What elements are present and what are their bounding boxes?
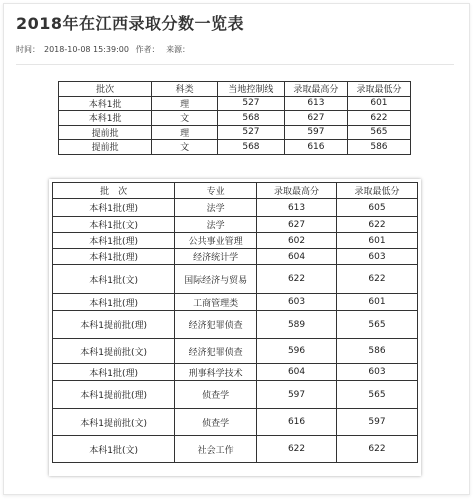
table-row <box>53 311 418 339</box>
table-row <box>53 233 418 249</box>
table-row <box>53 364 418 381</box>
table-cell: 本科1批(文) <box>53 217 175 233</box>
table-cell: 侦查学 <box>175 381 257 409</box>
table-cell: 本科1提前批(理) <box>53 311 175 339</box>
time-label: 时间： <box>16 45 40 54</box>
table-cell: 601 <box>347 96 410 111</box>
table-cell: 经济犯罪侦查 <box>175 311 257 339</box>
table-cell: 565 <box>337 381 418 409</box>
table-cell: 本科1批 <box>59 96 152 111</box>
table-cell: 613 <box>284 96 347 111</box>
table-row <box>59 96 411 111</box>
table-cell: 本科1批(理) <box>53 249 175 265</box>
table-cell: 586 <box>337 339 418 364</box>
table-cell: 597 <box>284 125 347 140</box>
header-cell: 录取最高分 <box>284 82 347 97</box>
table-cell: 经济犯罪侦查 <box>175 339 257 364</box>
table-row <box>53 217 418 233</box>
table-cell: 侦查学 <box>175 409 257 436</box>
table-cell: 法学 <box>175 217 257 233</box>
table-cell: 604 <box>257 364 337 381</box>
table-cell: 本科1批 <box>59 111 152 126</box>
table-cell: 603 <box>257 294 337 311</box>
table-row <box>53 381 418 409</box>
table-cell: 622 <box>337 265 418 294</box>
table-cell: 596 <box>257 339 337 364</box>
table-cell: 604 <box>257 249 337 265</box>
table-cell: 提前批 <box>59 125 152 140</box>
table-cell: 568 <box>217 140 284 155</box>
table-cell: 文 <box>152 111 218 126</box>
table-cell: 622 <box>337 217 418 233</box>
table-cell: 本科1批(理) <box>53 294 175 311</box>
article-meta <box>16 44 194 55</box>
table-cell: 622 <box>347 111 410 126</box>
table-cell: 工商管理类 <box>175 294 257 311</box>
table-cell: 568 <box>217 111 284 126</box>
header-cell: 批 次 <box>53 183 175 199</box>
table-cell: 565 <box>347 125 410 140</box>
table-cell: 本科1批(文) <box>53 436 175 463</box>
table-cell: 602 <box>257 233 337 249</box>
table-row <box>53 294 418 311</box>
table-row <box>59 125 411 140</box>
table-cell: 613 <box>257 199 337 217</box>
table-cell: 公共事业管理 <box>175 233 257 249</box>
table-cell: 提前批 <box>59 140 152 155</box>
table-cell: 597 <box>337 409 418 436</box>
table-cell: 刑事科学技术 <box>175 364 257 381</box>
table-cell: 文 <box>152 140 218 155</box>
author-label: 作者： <box>135 45 160 54</box>
major-score-table <box>52 182 418 463</box>
table-cell: 法学 <box>175 199 257 217</box>
table-cell: 本科1批(理) <box>53 233 175 249</box>
table-cell: 本科1批(文) <box>53 265 175 294</box>
table-cell: 527 <box>217 125 284 140</box>
table-cell: 601 <box>337 233 418 249</box>
table-cell: 本科1提前批(理) <box>53 381 175 409</box>
table-header-row <box>53 183 418 199</box>
table-cell: 603 <box>337 249 418 265</box>
table-cell: 国际经济与贸易 <box>175 265 257 294</box>
table-cell: 本科1提前批(文) <box>53 409 175 436</box>
table-cell: 622 <box>257 436 337 463</box>
table-cell: 597 <box>257 381 337 409</box>
table-cell: 601 <box>337 294 418 311</box>
header-cell: 当地控制线 <box>217 82 284 97</box>
header-cell: 批次 <box>59 82 152 97</box>
table-cell: 理 <box>152 96 218 111</box>
table-row <box>53 436 418 463</box>
table-row <box>59 111 411 126</box>
table-cell: 622 <box>337 436 418 463</box>
table-cell: 586 <box>347 140 410 155</box>
control-line-table <box>58 81 411 155</box>
table-cell: 527 <box>217 96 284 111</box>
table-cell: 616 <box>284 140 347 155</box>
table-cell: 616 <box>257 409 337 436</box>
table-cell: 627 <box>257 217 337 233</box>
header-cell: 录取最低分 <box>337 183 418 199</box>
page-title: 2018年在江西录取分数一览表 <box>16 14 245 33</box>
table-row <box>53 249 418 265</box>
table-cell: 622 <box>257 265 337 294</box>
table-cell: 社会工作 <box>175 436 257 463</box>
header-cell: 科类 <box>152 82 218 97</box>
table-cell: 本科1批(理) <box>53 199 175 217</box>
table-row <box>53 265 418 294</box>
table-cell: 589 <box>257 311 337 339</box>
table-cell: 627 <box>284 111 347 126</box>
table-row <box>59 140 411 155</box>
table-header-row <box>59 82 411 97</box>
table-row <box>53 199 418 217</box>
divider <box>16 64 454 65</box>
table-cell: 理 <box>152 125 218 140</box>
header-cell: 录取最高分 <box>257 183 337 199</box>
time-value: 2018-10-08 15:39:00 <box>44 45 129 54</box>
source-label: 来源： <box>166 45 191 54</box>
table-cell: 经济统计学 <box>175 249 257 265</box>
table-cell: 605 <box>337 199 418 217</box>
table-row <box>53 339 418 364</box>
table-cell: 565 <box>337 311 418 339</box>
table-cell: 本科1批(理) <box>53 364 175 381</box>
table-cell: 本科1提前批(文) <box>53 339 175 364</box>
header-cell: 录取最低分 <box>347 82 410 97</box>
header-cell: 专业 <box>175 183 257 199</box>
table-row <box>53 409 418 436</box>
table-cell: 603 <box>337 364 418 381</box>
